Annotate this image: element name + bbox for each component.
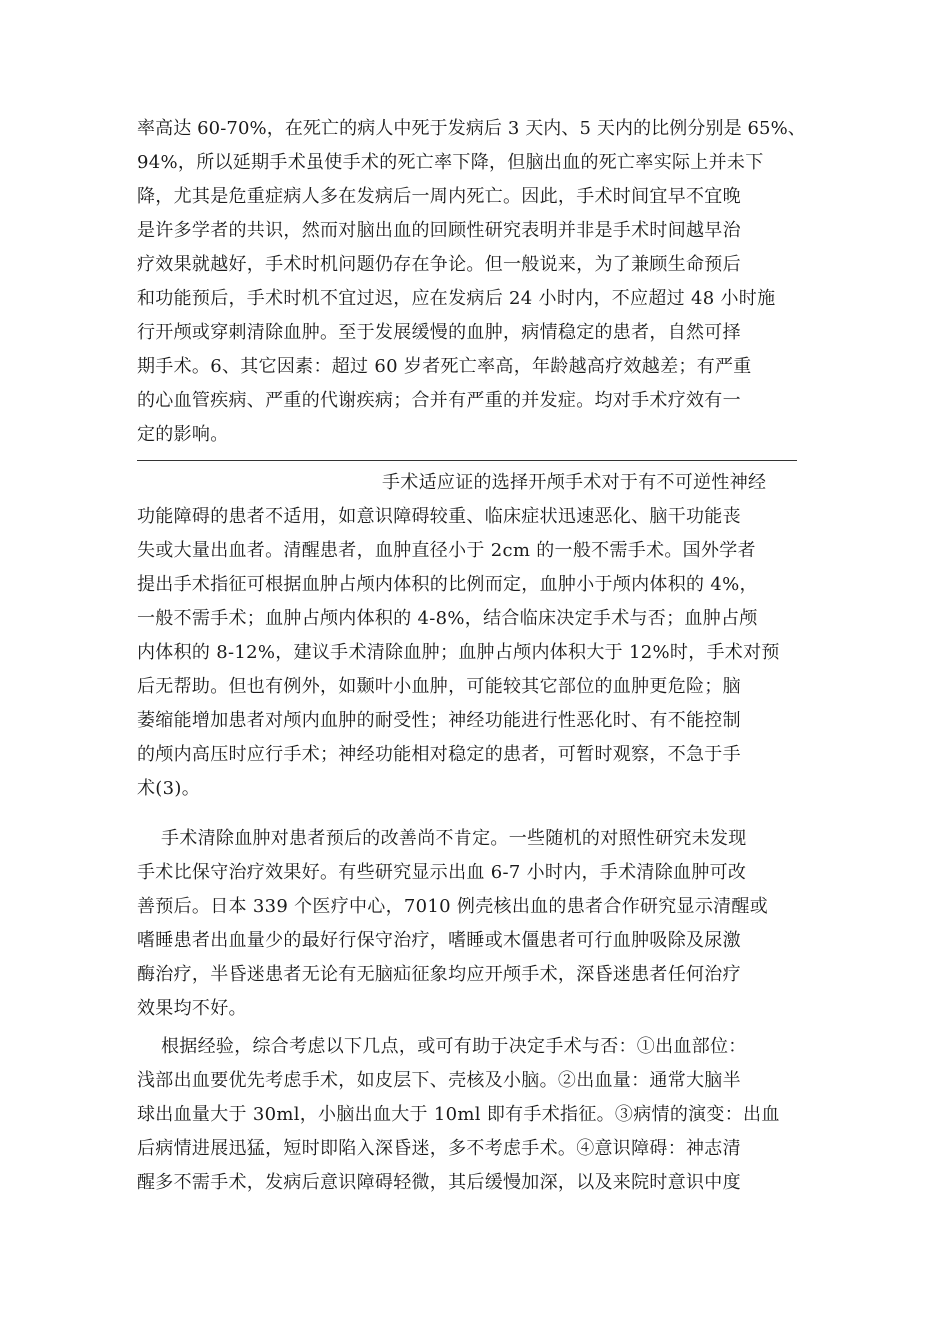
text-line: 是许多学者的共识，然而对脑出血的回顾性研究表明并非是手术时间越早治 xyxy=(137,220,741,241)
text-line: 率高达 60-70%，在死亡的病人中死于发病后 3 天内、5 天内的比例分别是 65%、 xyxy=(137,118,806,139)
text-line: 手术比保守治疗效果好。有些研究显示出血 6-7 小时内，手术清除血肿可改 xyxy=(137,862,747,883)
text-line: 和功能预后，手术时机不宜过迟，应在发病后 24 小时内，不应超过 48 小时施 xyxy=(137,288,776,309)
text-line: 内体积的 8-12%，建议手术清除血肿；血肿占颅内体积大于 12%时，手术对预 xyxy=(137,642,780,663)
text-line: 的心血管疾病、严重的代谢疾病；合并有严重的并发症。均对手术疗效有一 xyxy=(137,390,741,411)
paragraph-surgery-timing xyxy=(137,112,806,452)
text-line: 的颅内高压时应行手术；神经功能相对稳定的患者，可暂时观察，不急于手 xyxy=(137,744,741,765)
horizontal-divider xyxy=(137,460,797,461)
paragraph-prognosis xyxy=(137,822,797,1026)
text-line: 后病情进展迅猛，短时即陷入深昏迷，多不考虑手术。④意识障碍：神志清 xyxy=(137,1138,741,1159)
text-line: 手术清除血肿对患者预后的改善尚不肯定。一些随机的对照性研究未发现 xyxy=(161,828,747,849)
text-line: 后无帮助。但也有例外，如颞叶小血肿，可能较其它部位的血肿更危险；脑 xyxy=(137,676,741,697)
text-line: 94%，所以延期手术虽使手术的死亡率下降，但脑出血的死亡率实际上并未下 xyxy=(137,152,764,173)
text-line: 定的影响。 xyxy=(137,424,229,445)
text-line: 一般不需手术；血肿占颅内体积的 4-8%，结合临床决定手术与否；血肿占颅 xyxy=(137,608,758,629)
text-line: 手术适应证的选择开颅手术对于有不可逆性神经 xyxy=(382,472,767,493)
text-line: 降，尤其是危重症病人多在发病后一周内死亡。因此，手术时间宜早不宜晚 xyxy=(137,186,741,207)
text-line: 嗜睡患者出血量少的最好行保守治疗，嗜睡或木僵患者可行血肿吸除及尿激 xyxy=(137,930,741,951)
text-line: 善预后。日本 339 个医疗中心，7010 例壳核出血的患者合作研究显示清醒或 xyxy=(137,896,769,917)
text-line: 失或大量出血者。清醒患者，血肿直径小于 2cm 的一般不需手术。国外学者 xyxy=(137,540,756,561)
text-line: 浅部出血要优先考虑手术，如皮层下、壳核及小脑。②出血量：通常大脑半 xyxy=(137,1070,741,1091)
text-line: 根据经验，综合考虑以下几点，或可有助于决定手术与否：①出血部位： xyxy=(161,1036,747,1057)
text-line: 行开颅或穿刺清除血肿。至于发展缓慢的血肿，病情稳定的患者，自然可择 xyxy=(137,322,741,343)
paragraph-indications xyxy=(137,466,797,806)
text-line: 球出血量大于 30ml，小脑出血大于 10ml 即有手术指征。③病情的演变：出血 xyxy=(137,1104,780,1125)
text-line: 功能障碍的患者不适用，如意识障碍较重、临床症状迅速恶化、脑干功能丧 xyxy=(137,506,741,527)
text-line: 效果均不好。 xyxy=(137,998,247,1019)
text-line: 术(3)。 xyxy=(137,778,200,799)
text-line: 期手术。6、其它因素：超过 60 岁者死亡率高，年龄越高疗效越差；有严重 xyxy=(137,356,752,377)
paragraph-decision-criteria xyxy=(137,1030,797,1200)
text-line: 醒多不需手术，发病后意识障碍轻微，其后缓慢加深，以及来院时意识中度 xyxy=(137,1172,741,1193)
text-line: 疗效果就越好，手术时机问题仍存在争论。但一般说来，为了兼顾生命预后 xyxy=(137,254,741,275)
text-line: 提出手术指征可根据血肿占颅内体积的比例而定，血肿小于颅内体积的 4%， xyxy=(137,574,758,595)
text-line: 萎缩能增加患者对颅内血肿的耐受性；神经功能进行性恶化时、有不能控制 xyxy=(137,710,741,731)
text-line: 酶治疗，半昏迷患者无论有无脑疝征象均应开颅手术，深昏迷患者任何治疗 xyxy=(137,964,741,985)
